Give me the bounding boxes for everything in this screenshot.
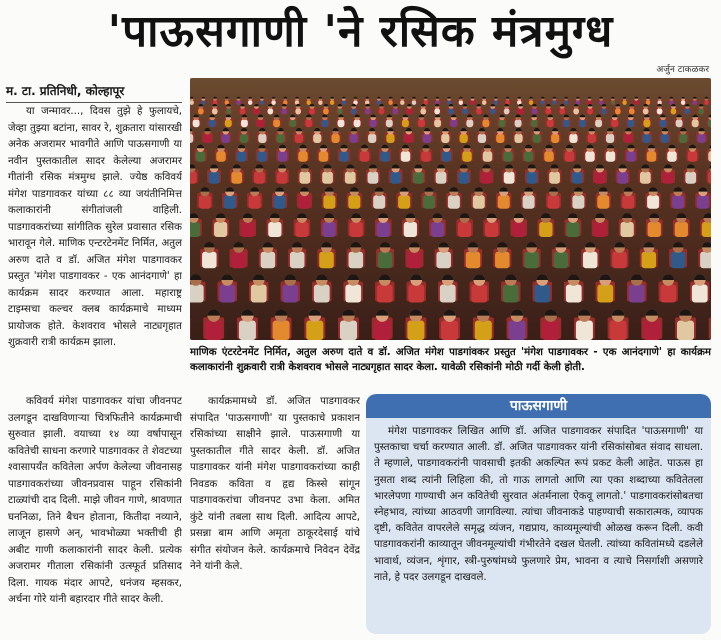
- audience-member-body: [196, 151, 205, 162]
- audience-member-body: [458, 172, 469, 184]
- audience-member-body: [466, 119, 473, 127]
- audience-member-body: [441, 321, 458, 340]
- audience-member-body: [531, 119, 538, 127]
- audience-member-body: [551, 134, 559, 143]
- audience-member-body: [514, 134, 522, 143]
- audience-member-body: [563, 119, 570, 127]
- audience-member-body: [209, 172, 220, 184]
- audience-member-body: [462, 151, 471, 162]
- audience-member-body: [190, 134, 193, 143]
- audience-member-body: [257, 151, 266, 162]
- audience-member-body: [240, 134, 248, 143]
- audience-member-body: [282, 285, 298, 303]
- audience-member-body: [587, 108, 593, 114]
- audience-member-body: [679, 134, 687, 143]
- audience-member-body: [360, 151, 369, 162]
- audience-member-body: [524, 252, 538, 269]
- audience-member-body: [697, 195, 709, 209]
- audience-member-body: [386, 134, 394, 143]
- audience-member-body: [290, 252, 304, 269]
- audience-member-body: [239, 321, 256, 340]
- audience-member-body: [295, 222, 308, 237]
- paragraph-1: या जन्मावर..., दिवस तुझे हे फुलायचे, जेव्हा तुझ्या बटांना, सावर रे, शुक्रतारा यांसारखी अनेक अजरामर भावगीते आणि पाऊसगाणी या नवीन पुस्तकातील सादर केलेल्या अजरामर गीतांनी रसिक मंत्रमुग्ध झाले. ज्येष्ठ कविवर्य मंगेश पाडगावकर यांच्या ८८ व्या जयंतीनिमित्त कलाकारांनी संगीतांजली वाहिली. पाडगावकरांच्या सांगीतिक सुरेल प्रवासात रसिक भारावून गेले. माणिक एन्टरटेनमेंट निर्मित, अतुल अरुण दाते व डॉ. अजित मंगेश पाडगावकर प्रस्तुत 'मंगेश पाडगावकर - एक आनंदगाणे' हा कार्यक्रम सादर करण्यात आला. महाराष्ट्र टाइम्सचा कल्चर क्लब कार्यक्रमाचे माध्यम प्रायोजक होते. केशवराव भोसले नाट्यगृहात शुक्रवारी रात्री कार्यक्रम झाला.: [8, 106, 182, 348]
- audience-member-body: [657, 108, 663, 114]
- audience-member-body: [473, 195, 485, 209]
- audience-member-body: [407, 321, 424, 340]
- audience-member-body: [281, 108, 287, 114]
- audience-member-body: [305, 119, 312, 127]
- audience-member-body: [626, 151, 635, 162]
- audience-member-body: [579, 119, 586, 127]
- audience-member-body: [466, 252, 480, 269]
- audience-member-body: [323, 195, 335, 209]
- audience-member-body: [595, 172, 606, 184]
- audience-member-body: [274, 195, 286, 209]
- audience-member-body: [476, 108, 482, 114]
- audience-member-body: [377, 285, 393, 303]
- audience-member-body: [268, 222, 281, 237]
- audience-member-body: [214, 222, 227, 237]
- audience-member-body: [508, 321, 525, 340]
- audience-member-body: [499, 119, 506, 127]
- audience-member-body: [209, 119, 216, 127]
- audience-member-body: [498, 195, 510, 209]
- audience-member-body: [309, 108, 315, 114]
- audience-member-body: [368, 134, 376, 143]
- audience-member-body: [524, 151, 533, 162]
- audience-member-body: [222, 134, 230, 143]
- audience-member-body: [458, 222, 471, 237]
- audience-member-body: [299, 172, 310, 184]
- audience-member-body: [660, 285, 676, 303]
- audience-member-body: [278, 151, 287, 162]
- audience-member-body: [441, 134, 449, 143]
- audience-member-body: [671, 252, 685, 269]
- audience-member-body: [595, 119, 602, 127]
- audience-member-body: [348, 195, 360, 209]
- audience-member-body: [708, 172, 711, 184]
- audience-member-body: [675, 222, 688, 237]
- audience-member-body: [548, 195, 560, 209]
- audience-member-body: [503, 151, 512, 162]
- audience-member-body: [471, 285, 487, 303]
- audience-member-body: [374, 321, 391, 340]
- audience-member-body: [299, 195, 311, 209]
- audience-member-body: [390, 172, 401, 184]
- audience-member-body: [572, 172, 583, 184]
- audience-member-body: [482, 119, 489, 127]
- audience-member-body: [642, 252, 656, 269]
- audience-member-body: [321, 119, 328, 127]
- audience-member-body: [198, 108, 204, 114]
- paragraph-2: कविवर्य मंगेश पाडगावकर यांचा जीवनपट उलगडून दाखविणाऱ्या चित्रफितीने कार्यक्रमाची सुरुवात झाली. वयाच्या १४ व्या वर्षापासून कवितेची साधना करणारे पाडगावकर ते शेवटच्या श्वासापर्यंत कवितेला अर्पण केलेल्या जीवनासह पाडगावकरांच्या जीवनप्रवास पाहून रसिकांनी टाळ्यांची दाद दिली. माझे जीवन गाणे, श्रावणात घननिळा, तिने बैचन होताना, कितीदा नव्याने, लाजून हासणे अन्, भावभोळ्या भक्तीची ही अबीट गाणी कलाकारांनी सादर केली. प्रत्येक अजरामर गीताला रसिकांनी उत्स्फूर्त प्रतिसाद दिला. गायक मंदार आपटे, धनंजय म्हसकर, अर्चना गोरे यांनी बहारदार गीते सादर केली.: [8, 396, 182, 605]
- audience-member-body: [313, 134, 321, 143]
- audience-member-body: [617, 172, 628, 184]
- audience-member-body: [314, 285, 330, 303]
- audience-member-body: [566, 222, 579, 237]
- audience-member-body: [495, 252, 509, 269]
- audience-member-body: [423, 134, 431, 143]
- photo-credit: अर्जुन टाकळकर: [656, 65, 709, 75]
- audience-member-body: [386, 119, 393, 127]
- audience-member-body: [462, 108, 468, 114]
- audience-member-body: [241, 222, 254, 237]
- article-column-2: [8, 394, 182, 636]
- audience-member-body: [643, 119, 650, 127]
- audience-member-body: [597, 285, 613, 303]
- audience-member-body: [496, 134, 504, 143]
- audience-member-body: [203, 134, 211, 143]
- paragraph-3: कार्यक्रमामध्ये डॉ. अजित पाडगावकर संपादित 'पाऊसगाणी' या पुस्तकाचे प्रकाशन रसिकांच्या साक्षीने झाले. पाऊसगाणी या पुस्तकातील गीते सादर केली. डॉ. अजित पाडगावकर यांनी मंगेश पाडगावकरांच्या काही निवडक कविता व हृद्य किस्से सांगून पाडगावकरांचा जीवनपट उभा केला. अमित कुंटे यांनी तबला साथ दिली. आदित्य आपटे, प्रसन्ना बाम आणि अमृता ठाकूरदेसाई यांचे संगीत संयोजन केले. कार्यक्रमाचे निवेदन देवेंद्र नेने यांनी केले.: [190, 396, 360, 572]
- audience-member-body: [378, 252, 392, 269]
- audience-member-body: [413, 172, 424, 184]
- audience-member-body: [261, 252, 275, 269]
- audience-member-body: [621, 222, 634, 237]
- audience-member-body: [688, 151, 697, 162]
- audience-member-body: [622, 195, 634, 209]
- audience-member-body: [606, 151, 615, 162]
- audience-member-body: [698, 108, 704, 114]
- audience-member-body: [350, 134, 358, 143]
- audience-member-body: [503, 285, 519, 303]
- audience-member-body: [450, 119, 457, 127]
- audience-member-body: [565, 151, 574, 162]
- audience-member-body: [481, 172, 492, 184]
- audience-member-body: [518, 108, 524, 114]
- audience-member-body: [504, 172, 515, 184]
- audience-member-body: [475, 321, 492, 340]
- audience-member-body: [199, 195, 211, 209]
- audience-member-body: [254, 172, 265, 184]
- audience-member-body: [610, 321, 627, 340]
- audience-member-body: [190, 172, 197, 184]
- audience-member-body: [331, 134, 339, 143]
- audience-member-body: [629, 285, 645, 303]
- audience-member-body: [319, 252, 333, 269]
- audience-member-body: [393, 108, 399, 114]
- audience-member-body: [566, 285, 582, 303]
- audience-member-body: [544, 151, 553, 162]
- audience-member-body: [193, 119, 200, 127]
- audience-member-body: [643, 321, 660, 340]
- audience-photo: [190, 78, 711, 340]
- audience-member-body: [377, 222, 390, 237]
- audience-member-body: [436, 252, 450, 269]
- audience-member-body: [322, 172, 333, 184]
- audience-member-body: [225, 119, 232, 127]
- audience-member-body: [573, 108, 579, 114]
- audience-member-body: [606, 134, 614, 143]
- audience-member-body: [702, 222, 711, 237]
- audience-member-body: [349, 252, 363, 269]
- audience-member-body: [442, 151, 451, 162]
- audience-member-body: [612, 252, 626, 269]
- audience-member-body: [539, 222, 552, 237]
- audience-member-body: [351, 108, 357, 114]
- audience-member-body: [676, 119, 683, 127]
- audience-member-body: [460, 134, 468, 143]
- article-column-1: [8, 104, 182, 392]
- audience-member-body: [240, 108, 246, 114]
- audience-member-body: [431, 222, 444, 237]
- audience-member-body: [708, 151, 711, 162]
- byline: म. टा. प्रतिनिधी, कोल्हापूर: [6, 82, 182, 103]
- audience-member-body: [526, 172, 537, 184]
- audience-member-body: [515, 119, 522, 127]
- audience-member-body: [533, 134, 541, 143]
- audience-member-body: [677, 321, 694, 340]
- seat: [709, 317, 711, 339]
- audience-member-body: [434, 119, 441, 127]
- audience-member-body: [268, 108, 274, 114]
- audience-member-body: [629, 108, 635, 114]
- audience-member-body: [345, 172, 356, 184]
- audience-member-body: [685, 172, 696, 184]
- headline: 'पाऊसगाणी 'ने रसिक मंत्रमुग्ध: [107, 6, 614, 57]
- audience-member-body: [597, 195, 609, 209]
- article-column-3: [190, 394, 360, 636]
- audience-member-body: [512, 222, 525, 237]
- audience-member-body: [306, 321, 323, 340]
- audience-member-body: [322, 222, 335, 237]
- audience-member-body: [365, 108, 371, 114]
- audience-member-body: [407, 252, 421, 269]
- audience-member-body: [504, 108, 510, 114]
- audience-member-body: [202, 252, 216, 269]
- audience-member-body: [547, 119, 554, 127]
- audience-member-body: [593, 222, 606, 237]
- audience-member-body: [379, 108, 385, 114]
- audience-member-body: [337, 108, 343, 114]
- audience-member-body: [572, 195, 584, 209]
- audience-member-body: [258, 134, 266, 143]
- audience-member-body: [436, 172, 447, 184]
- audience-member-body: [685, 108, 691, 114]
- audience-member-body: [643, 108, 649, 114]
- audience-member-body: [448, 195, 460, 209]
- audience-member-body: [418, 119, 425, 127]
- audience-member-body: [241, 119, 248, 127]
- audience-member-body: [224, 195, 236, 209]
- audience-member-body: [672, 195, 684, 209]
- sidebar-title: पाऊसगाणी: [366, 394, 711, 418]
- audience-member-body: [398, 195, 410, 209]
- audience-member-body: [405, 134, 413, 143]
- audience-member-body: [219, 285, 235, 303]
- audience-member-body: [661, 134, 669, 143]
- audience-member-body: [423, 195, 435, 209]
- audience-member-body: [647, 195, 659, 209]
- audience-member-body: [700, 252, 711, 269]
- audience-member-body: [404, 222, 417, 237]
- audience-member-body: [554, 252, 568, 269]
- audience-member-body: [323, 108, 329, 114]
- audience-member-body: [380, 151, 389, 162]
- audience-member-body: [569, 134, 577, 143]
- audience-member-body: [319, 151, 328, 162]
- audience-member-body: [647, 151, 656, 162]
- audience-member-body: [523, 195, 535, 209]
- audience-member-body: [370, 119, 377, 127]
- audience-member-body: [583, 252, 597, 269]
- audience-member-body: [615, 108, 621, 114]
- audience-member-body: [434, 108, 440, 114]
- audience-member-body: [226, 108, 232, 114]
- audience-member-body: [190, 222, 200, 237]
- audience-member-body: [190, 285, 204, 303]
- audience-member-body: [407, 108, 413, 114]
- audience-member-body: [231, 172, 242, 184]
- audience-member-body: [216, 151, 225, 162]
- audience-member-body: [277, 134, 285, 143]
- audience-member-body: [611, 119, 618, 127]
- audience-member-body: [273, 321, 290, 340]
- audience-member-body: [697, 134, 705, 143]
- audience-member-body: [402, 119, 409, 127]
- audience-member-body: [660, 119, 667, 127]
- audience-member-body: [648, 222, 661, 237]
- audience-member-body: [667, 151, 676, 162]
- audience-member-body: [373, 195, 385, 209]
- audience-member-body: [478, 134, 486, 143]
- audience-member-body: [249, 195, 261, 209]
- audience-member-body: [205, 321, 222, 340]
- audience-member-body: [640, 172, 651, 184]
- audience-member-body: [559, 108, 565, 114]
- audience-member-body: [542, 321, 559, 340]
- audience-member-body: [549, 172, 560, 184]
- audience-member-body: [350, 222, 363, 237]
- audience-member-body: [483, 151, 492, 162]
- audience-member-body: [490, 108, 496, 114]
- audience-member-body: [585, 151, 594, 162]
- audience-member-body: [339, 151, 348, 162]
- audience-member-body: [338, 119, 345, 127]
- audience-member-body: [354, 119, 361, 127]
- audience-member-body: [420, 108, 426, 114]
- audience-member-body: [295, 108, 301, 114]
- audience-member-body: [663, 172, 674, 184]
- audience-member-body: [532, 108, 538, 114]
- audience-member-body: [576, 321, 593, 340]
- sidebar-text: मंगेश पाडगावकर लिखित आणि डॉ. अजित पाडगावकर संपादित 'पाऊसगाणी' या पुस्तकाचा चर्चा करण्यात आली. डॉ. अजित पाडगावकर यांनी रसिकांसोबत संवाद साधला. ते म्हणाले, पाडगावकरांनी पावसाची इतकी अकल्पित रूपं प्रकट केली आहेत. पाऊस हा नुसता शब्द त्यांनी लिहिला की, तो गाऊ लागतो आणि त्या एका शब्दाच्या कवितेतला भारलेपणा गाण्याची अन कवितेची सुरवात अंतर्मनाला ऐकवू लागतो.' पाडगावकरांसोबतचा स्नेहभाव, त्यांच्या आठवणी जागविल्या. त्यांचा जीवनाकडे पाहण्याची सकारात्मक, व्यापक दृष्टी, कवितेत वापरलेले समृद्ध व्यंजन, गद्यप्राय, काव्यमूल्यांची ओळख करून दिली. कवी पाडगावकरांनी काव्यातून जीवनमूल्यांची गंभीरतेने दखल घेतली. त्यांच्या कवितांमध्ये दडलेले भावार्थ, व्यंजन, शृंगार, स्त्री-पुरुषांमध्ये फुलणारे प्रेम, भावना व त्याचे निसर्गाशी असणारे नाते, हे पदर उलगडून दाखवले.: [374, 426, 703, 583]
- audience-member-body: [624, 134, 632, 143]
- audience-member-body: [340, 321, 357, 340]
- audience-member-body: [546, 108, 552, 114]
- audience-member-body: [485, 222, 498, 237]
- audience-member-body: [231, 252, 245, 269]
- audience-member-body: [588, 134, 596, 143]
- audience-member-body: [601, 108, 607, 114]
- photo-caption: माणिक एंटरटेनमेंट निर्मित, अतुल अरुण दाते व डॉ. अजित मंगेश पाडगांवकर प्रस्तुत 'मंगेश पाडगावकर - एक आनंदगाणे' हा कार्यक्रम कलाकारांनी शुक्रवारी रात्री केशवराव भोसले नाट्यगृहात सादर केला. यावेळी रसिकांनी मोठी गर्दी केली होती.: [190, 347, 711, 373]
- audience-member-body: [448, 108, 454, 114]
- audience-member-body: [440, 285, 456, 303]
- audience-member-body: [643, 134, 651, 143]
- audience-member-body: [289, 119, 296, 127]
- audience-member-body: [212, 108, 218, 114]
- audience-member-body: [671, 108, 677, 114]
- audience-member-body: [692, 119, 699, 127]
- audience-member-body: [421, 151, 430, 162]
- audience-member-body: [251, 285, 267, 303]
- audience-member-body: [401, 151, 410, 162]
- audience-member-body: [257, 119, 264, 127]
- audience-member-body: [273, 119, 280, 127]
- audience-member-body: [627, 119, 634, 127]
- audience-photo-drawing: [190, 78, 711, 340]
- audience-member-body: [692, 285, 708, 303]
- audience-member-body: [254, 108, 260, 114]
- audience-member-body: [237, 151, 246, 162]
- audience-member-body: [345, 285, 361, 303]
- audience-member-body: [534, 285, 550, 303]
- sidebar-box: [366, 394, 711, 634]
- audience-member-body: [295, 134, 303, 143]
- audience-member-body: [408, 285, 424, 303]
- audience-member-body: [277, 172, 288, 184]
- audience-member-body: [298, 151, 307, 162]
- audience-member-body: [368, 172, 379, 184]
